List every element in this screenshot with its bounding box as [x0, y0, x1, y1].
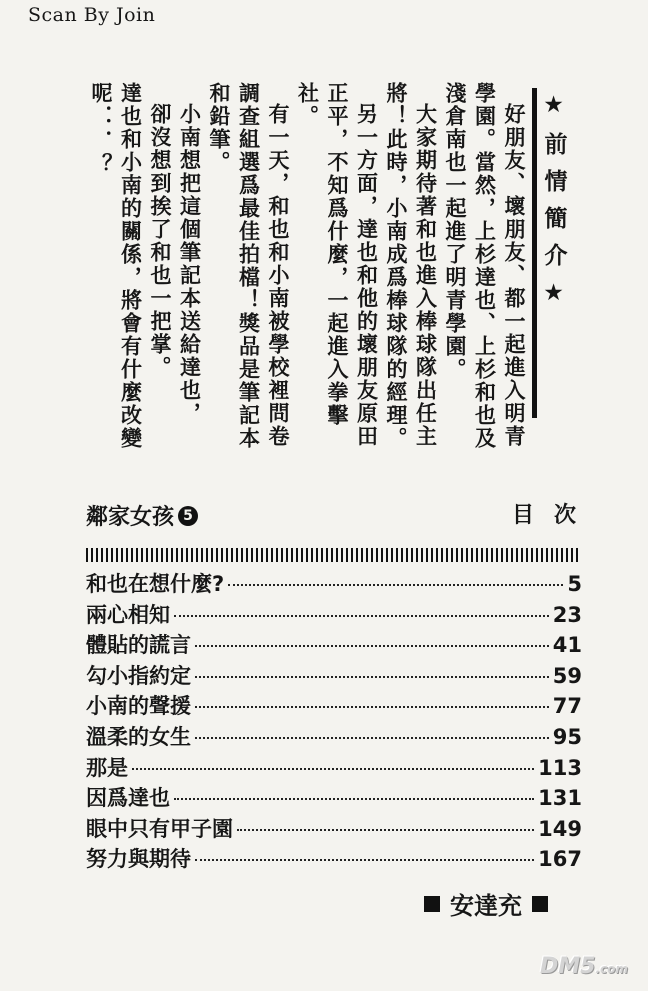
toc-entry[interactable]: [86, 690, 582, 721]
toc-entry[interactable]: [86, 843, 582, 874]
toc-entry-page: 41: [552, 633, 582, 658]
toc-entry[interactable]: [86, 782, 582, 813]
toc-entry[interactable]: [86, 813, 582, 844]
synopsis-paragraph: 另一方面，達也和他的壞朋友原田正平，不知爲什麼，一起進入拳擊社。: [295, 82, 379, 448]
toc-entry-title: 因爲達也: [86, 786, 170, 811]
author-name: 安達充: [450, 892, 522, 920]
square-bullet-icon: [532, 896, 548, 912]
dot-leader: [195, 737, 549, 739]
author-credit: [424, 886, 548, 921]
synopsis-paragraph: 大家期待著和也進入棒球隊出任主將！此時，小南成爲棒球隊的經理。: [384, 82, 438, 450]
dot-leader: [174, 798, 534, 800]
dot-leader: [195, 859, 534, 861]
decorative-rule: [86, 548, 580, 562]
toc-entry[interactable]: [86, 629, 582, 660]
toc-heading: 目次: [512, 503, 597, 528]
toc-entry-page: 59: [552, 663, 582, 688]
toc-entry-title: 和也在想什麼?: [86, 572, 225, 596]
table-of-contents: [86, 568, 582, 874]
volume-badge: 5: [178, 506, 198, 526]
toc-entry-page: 23: [552, 602, 582, 627]
toc-entry[interactable]: [86, 721, 582, 752]
toc-entry-page: 95: [552, 724, 582, 749]
synopsis-paragraph: 小南想把這個筆記本送給達也，: [177, 103, 202, 425]
watermark-text: DM5: [540, 954, 596, 979]
dot-leader: [195, 676, 549, 678]
dot-leader: [174, 615, 549, 617]
toc-entry-page: 5: [567, 572, 582, 596]
synopsis-paragraph: 有一天，和也和小南被學校裡問卷調查組選爲最佳拍檔！獎品是筆記本和鉛筆。: [207, 82, 290, 450]
toc-entry[interactable]: [86, 752, 582, 783]
toc-entry-page: 113: [538, 755, 582, 780]
synopsis-paragraph: 卻沒想到挨了和也一把掌。: [148, 103, 172, 379]
toc-entry-title: 努力與期待: [86, 847, 191, 872]
scan-credit: Scan By Join: [28, 4, 156, 26]
site-watermark: [540, 954, 628, 979]
toc-entry-title: 溫柔的女生: [86, 724, 191, 749]
toc-entry[interactable]: [86, 568, 582, 599]
square-bullet-icon: [424, 896, 440, 912]
toc-entry-page: 167: [538, 847, 582, 872]
synopsis-paragraph: 好朋友、壞朋友、都一起進入明青學園。當然，上杉達也、上杉和也及淺倉南也一起進了明青學園。: [443, 82, 526, 450]
dot-leader: [237, 829, 534, 831]
toc-entry-title: 那是: [86, 755, 128, 780]
toc-entry-title: 兩心相知: [86, 602, 170, 627]
toc-entry-page: 149: [538, 816, 582, 841]
toc-entry-title: 體貼的謊言: [86, 633, 191, 658]
synopsis-text: [60, 82, 528, 467]
toc-entry[interactable]: [86, 660, 582, 691]
synopsis-paragraph: 達也和小南的關係，將會有什麼改變呢．．．？: [89, 82, 143, 450]
toc-entry-title: 眼中只有甲子園: [86, 816, 233, 841]
dot-leader: [195, 645, 549, 647]
toc-entry-page: 77: [552, 694, 582, 719]
toc-entry-title: 小南的聲援: [86, 694, 191, 719]
dot-leader: [132, 768, 534, 770]
toc-entry[interactable]: [86, 599, 582, 630]
toc-entry-page: 131: [538, 786, 582, 811]
series-title-text: 鄰家女孩: [86, 505, 175, 530]
synopsis-header: ★前情簡介★: [540, 92, 567, 320]
watermark-suffix: .com: [595, 962, 628, 976]
dot-leader: [228, 584, 563, 586]
dot-leader: [195, 706, 549, 708]
series-title: [86, 500, 198, 531]
toc-entry-title: 勾小指約定: [86, 663, 191, 688]
